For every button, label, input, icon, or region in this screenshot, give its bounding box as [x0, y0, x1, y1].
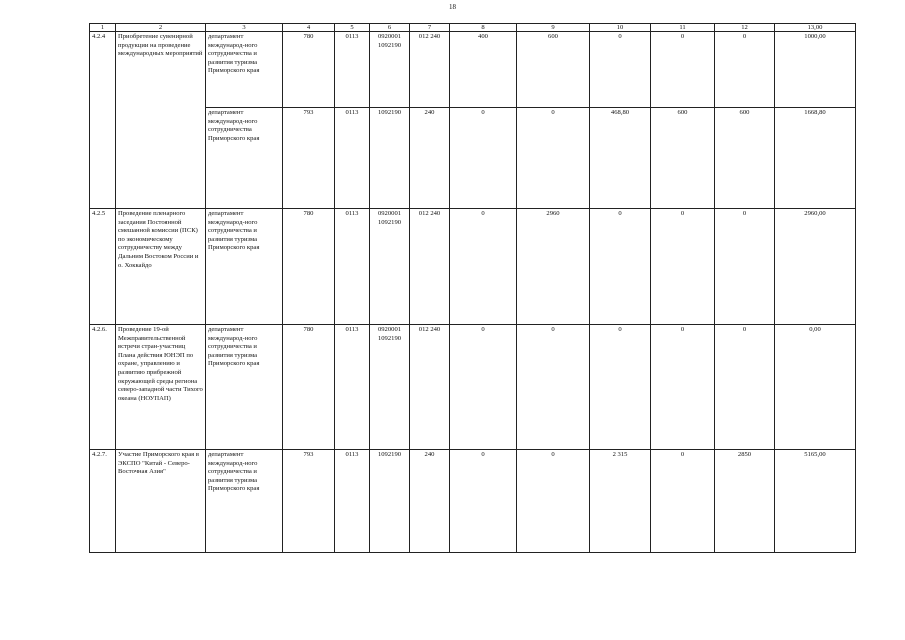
cell-value: 780: [283, 325, 335, 450]
cell-value: 0920001 1092190: [370, 32, 410, 108]
cell-value: 0: [715, 325, 775, 450]
cell-value: 0: [450, 108, 517, 209]
cell-value: 2850: [715, 450, 775, 553]
cell-value: 0920001 1092190: [370, 209, 410, 325]
cell-value: 793: [283, 450, 335, 553]
header-cell: 7: [410, 24, 450, 32]
cell-value: 240: [410, 450, 450, 553]
cell-value: 0113: [335, 325, 370, 450]
cell-value: 0: [517, 325, 590, 450]
header-cell: 11: [651, 24, 715, 32]
cell-value: 0,00: [775, 325, 856, 450]
activity-name: Участие Приморского края в ЭКСПО "Китай - Северо-Восточная Азия": [116, 450, 206, 553]
cell-value: 0113: [335, 450, 370, 553]
cell-value: 0: [651, 209, 715, 325]
table-row: [90, 325, 856, 450]
executor: департамент междунаpод-ного сотрудничества и развития туризма Приморского края: [206, 32, 283, 108]
executor: департамент междунаpод-ного сотрудничества и развития туризма Приморского края: [206, 325, 283, 450]
header-cell: 6: [370, 24, 410, 32]
cell-value: 2960: [517, 209, 590, 325]
header-cell: 2: [116, 24, 206, 32]
header-row: [90, 24, 856, 32]
cell-value: 1668,80: [775, 108, 856, 209]
page-number: 18: [449, 3, 456, 11]
header-cell: 12: [715, 24, 775, 32]
cell-value: 600: [715, 108, 775, 209]
activity-name: Проведение 19-ой Межправительственной встречи стран-участниц Плана действия ЮНЭП по охране, управлению и развитию прибрежной окружающей среды региона северо-западной части Тихого океана (НОУПАП): [116, 325, 206, 450]
cell-value: 0: [715, 32, 775, 108]
cell-value: 0920001 1092190: [370, 325, 410, 450]
cell-value: 2 315: [590, 450, 651, 553]
cell-value: 600: [517, 32, 590, 108]
executor: департамент междунаpод-ного сотрудничества и развития туризма Приморского края: [206, 209, 283, 325]
cell-value: 2960,00: [775, 209, 856, 325]
table-row: [90, 32, 856, 108]
cell-value: 012 240: [410, 209, 450, 325]
row-number: 4.2.5: [90, 209, 116, 325]
header-cell: 9: [517, 24, 590, 32]
cell-value: 0: [450, 325, 517, 450]
table-row: [90, 450, 856, 553]
cell-value: 0: [651, 32, 715, 108]
cell-value: 1092190: [370, 108, 410, 209]
header-cell: 4: [283, 24, 335, 32]
row-number: 4.2.4: [90, 32, 116, 209]
executor: департамент междунаpод-ного сотрудничества и развития туризма Приморского края: [206, 450, 283, 553]
cell-value: 793: [283, 108, 335, 209]
cell-value: 0: [450, 209, 517, 325]
cell-value: 780: [283, 32, 335, 108]
header-cell: 13,00: [775, 24, 856, 32]
cell-value: 240: [410, 108, 450, 209]
budget-table: [89, 23, 856, 553]
activity-name: Приобретение сувенирной продукции на проведение международных мероприятий: [116, 32, 206, 209]
row-number: 4.2.7.: [90, 450, 116, 553]
header-cell: 8: [450, 24, 517, 32]
cell-value: 0: [590, 209, 651, 325]
activity-name: Проведение пленарного заседания Постоянной смешанной комиссии (ПСК) по экономическому сотрудничеству между Дальним Востоком России и о. Хоккайдо: [116, 209, 206, 325]
cell-value: 0: [517, 108, 590, 209]
cell-value: 400: [450, 32, 517, 108]
cell-value: 0: [651, 325, 715, 450]
cell-value: 0: [715, 209, 775, 325]
header-cell: 3: [206, 24, 283, 32]
header-cell: 10: [590, 24, 651, 32]
cell-value: 0: [590, 325, 651, 450]
cell-value: 012 240: [410, 325, 450, 450]
cell-value: 0: [651, 450, 715, 553]
table-row: [90, 209, 856, 325]
cell-value: 0: [450, 450, 517, 553]
cell-value: 600: [651, 108, 715, 209]
cell-value: 5165,00: [775, 450, 856, 553]
cell-value: 0: [590, 32, 651, 108]
cell-value: 1000,00: [775, 32, 856, 108]
cell-value: 012 240: [410, 32, 450, 108]
row-number: 4.2.6.: [90, 325, 116, 450]
cell-value: 1092190: [370, 450, 410, 553]
header-cell: 5: [335, 24, 370, 32]
cell-value: 780: [283, 209, 335, 325]
cell-value: 468,80: [590, 108, 651, 209]
cell-value: 0: [517, 450, 590, 553]
executor: департамент междунаpод-ного сотрудничества Приморского края: [206, 108, 283, 209]
cell-value: 0113: [335, 209, 370, 325]
header-cell: 1: [90, 24, 116, 32]
cell-value: 0113: [335, 108, 370, 209]
cell-value: 0113: [335, 32, 370, 108]
